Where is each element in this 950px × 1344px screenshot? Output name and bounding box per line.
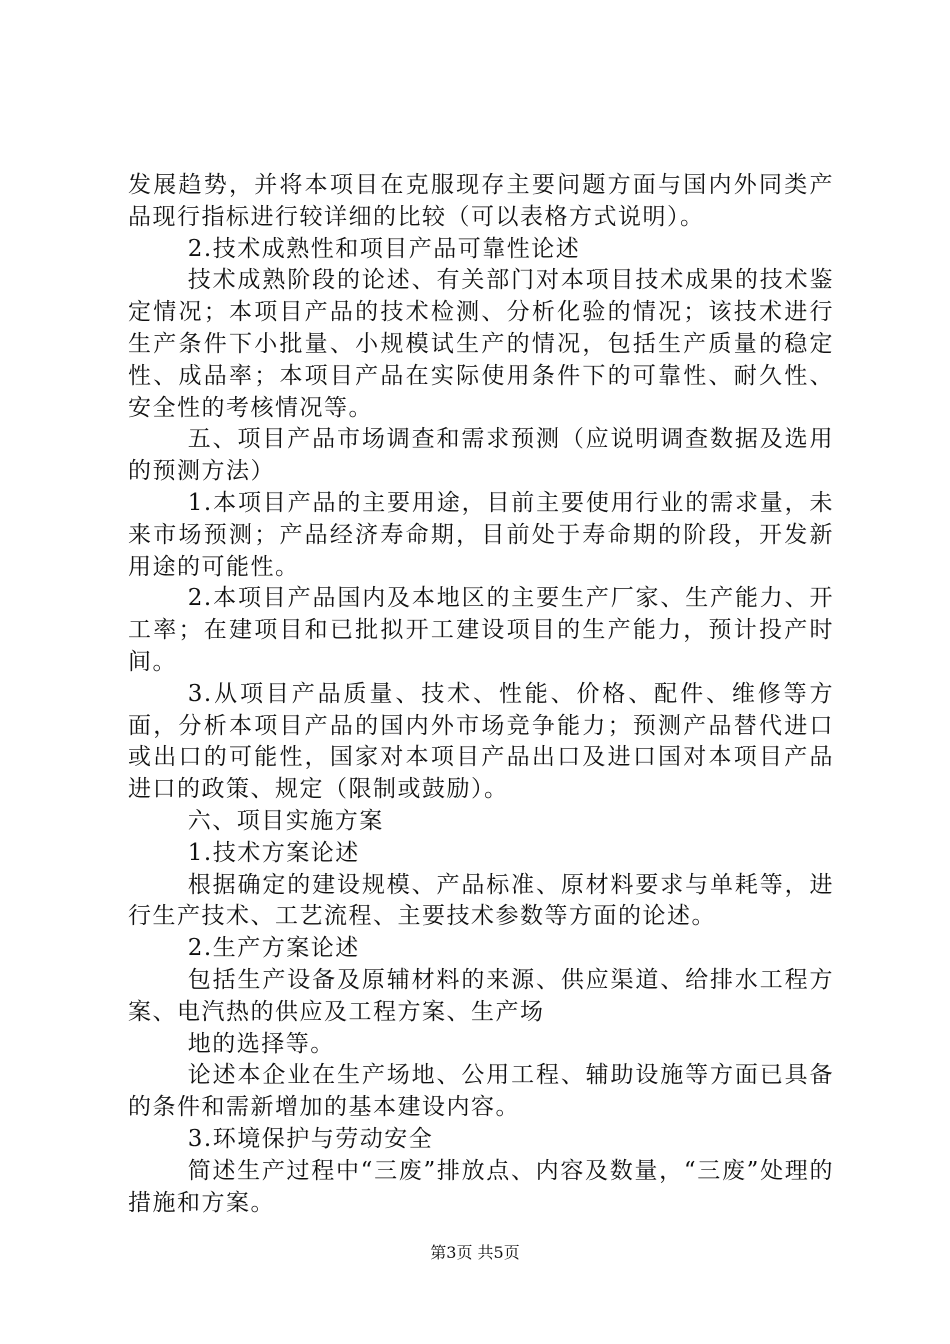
paragraph-1: 发展趋势，并将本项目在克服现存主要问题方面与国内外同类产品现行指标进行较详细的比较（可以表格方式说明）。 — [128, 172, 834, 230]
paragraph-8: 六、项目实施方案 — [187, 807, 384, 834]
paragraph-11: 2.生产方案论述 — [187, 935, 360, 962]
paragraph-15: 3.环境保护与劳动安全 — [187, 1125, 434, 1152]
paragraph-12: 包括生产设备及原辅材料的来源、供应渠道、给排水工程方案、电汽热的供应及工程方案、生产场 — [128, 966, 834, 1025]
paragraph-3: 技术成熟阶段的论述、有关部门对本项目技术成果的技术鉴定情况；本项目产品的技术检测、分析化验的情况；该技术进行生产条件下小批量、小规模试生产的情况，包括生产质量的稳定性、成品率；本项目产品在实际使用条件下的可靠性、耐久性、安全性的考核情况等。 — [128, 267, 834, 421]
paragraph-10: 根据确定的建设规模、产品标准、原材料要求与单耗等，进行生产技术、工艺流程、主要技术参数等方面的论述。 — [128, 871, 834, 930]
paragraph-2: 2.技术成熟性和项目产品可靠性论述 — [187, 235, 581, 262]
paragraph-16: 简述生产过程中“三废”排放点、内容及数量，“三废”处理的措施和方案。 — [128, 1157, 834, 1216]
paragraph-6: 2.本项目产品国内及本地区的主要生产厂家、生产能力、开工率；在建项目和已批拟开工建设项目的生产能力，预计投产时间。 — [128, 585, 834, 675]
document-body — [128, 170, 834, 1219]
paragraph-4: 五、项目产品市场调查和需求预测（应说明调查数据及选用的预测方法） — [128, 426, 834, 485]
paragraph-13: 地的选择等。 — [187, 1030, 335, 1057]
paragraph-9: 1.技术方案论述 — [187, 839, 360, 866]
paragraph-14: 论述本企业在生产场地、公用工程、辅助设施等方面已具备的条件和需新增加的基本建设内容。 — [128, 1062, 834, 1121]
paragraph-7: 3.从项目产品质量、技术、性能、价格、配件、维修等方面，分析本项目产品的国内外市场竞争能力；预测产品替代进口或出口的可能性，国家对本项目产品出口及进口国对本项目产品进口的政策、规定（限制或鼓励）。 — [128, 680, 834, 803]
paragraph-5: 1.本项目产品的主要用途，目前主要使用行业的需求量，未来市场预测；产品经济寿命期，目前处于寿命期的阶段，开发新用途的可能性。 — [128, 489, 834, 580]
page-number-footer: 第3页 共5页 — [430, 1243, 520, 1262]
